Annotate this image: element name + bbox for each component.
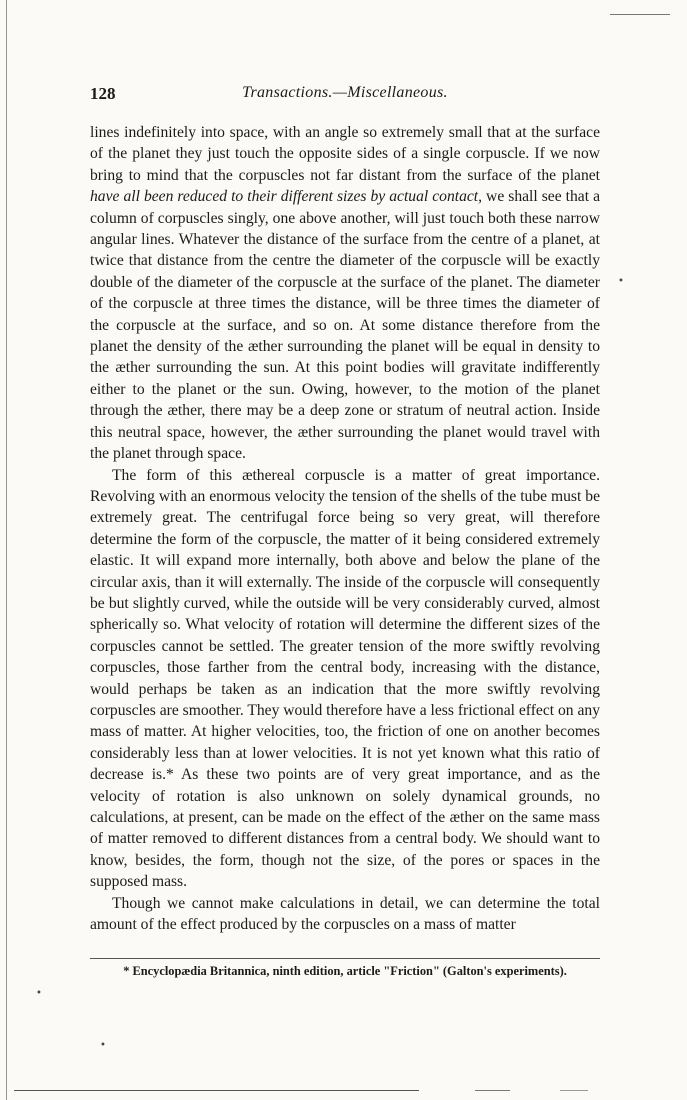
- stray-mark: •: [36, 988, 42, 999]
- paragraph-2: The form of this æthereal corpuscle is a matter of great importance. Revolving with an enormous velocity the tension of the shells of the tube must be extremely great. The centrifugal force being so very great, will therefore determine the form of the corpuscle, the matter of it being considered extremely elastic. It will expand more internally, both above and below the plane of the circular axis, than it will externally. The inside of the corpuscle will consequently be but slightly curved, while the outside will be very considerably curved, almost spherically so. What velocity of rotation will determine the different sizes of the corpuscles cannot be settled. The greater tension of the more swiftly revolving corpuscles, those farther from the central body, increasing with the distance, would perhaps be taken as an indication that the more swiftly revolving corpuscles are smoother. They would therefore have a less frictional effect on any mass of matter. At higher velocities, too, the friction of one on another becomes considerably less than at lower velocities. It is not yet known what this ratio of decrease is.* As these two points are of very great importance, and as the velocity of rotation is also unknown on solely dynamical grounds, no calculations, at present, can be made on the effect of the æther on the same mass of matter removed to different distances from a central body. We should want to know, besides, the form, though not the size, of the pores or spaces in the supposed mass.: [90, 466, 600, 891]
- page-number: 128: [90, 84, 116, 103]
- body-text: [90, 122, 600, 935]
- paragraph-1-text-b: we shall see that a column of corpuscles singly, one above another, will just touch both these narrow angular lines. Whatever the distance of the surface from the centre of a planet, at twice that distance from the centre the diameter of the corpuscle will be exactly double of the diameter of the corpuscle at the surface of the planet. The diameter of the corpuscle at three times the distance, will be three times the diameter of the corpuscle at the surface, and so on. At some distance therefore from the planet the density of the æther surrounding the planet will be equal in density to the æther surrounding the sun. At this point bodies will gravitate indifferently either to the planet or the sun. Owing, however, to the motion of the planet through the æther, there may be a deep zone or stratum of neutral action. Inside this neutral space, however, the æther surrounding the planet would travel with the planet through space.: [90, 188, 601, 463]
- bottom-edge-rule: [560, 1090, 588, 1091]
- paragraph-3: Though we cannot make calculations in detail, we can determine the total amount of the effect produced by the corpuscles on a mass of matter: [90, 894, 600, 934]
- bottom-edge-rule: [14, 1090, 419, 1091]
- paragraph-1: [90, 122, 600, 465]
- footnote-rule: [90, 958, 600, 959]
- top-edge-rule: [610, 14, 670, 15]
- paragraph-1-text-a: lines indefinitely into space, with an angle so extremely small that at the surface of the planet they just touch the opposite sides of a single corpuscle. If we now bring to mind that the corpuscles not far distant from the surface of the planet: [90, 124, 600, 184]
- paragraph-1-emphasis: have all been reduced to their different sizes by actual contact,: [90, 188, 483, 206]
- bottom-edge-rule: [475, 1090, 510, 1091]
- page-edge-line: [6, 0, 7, 1100]
- margin-mark: •: [618, 276, 624, 287]
- page-header: [90, 84, 600, 110]
- running-title: Transactions.—Miscellaneous.: [242, 84, 448, 101]
- stray-mark: •: [100, 1040, 106, 1051]
- footnote: * Encyclopædia Britannica, ninth edition, article "Friction" (Galton's experiments).: [123, 964, 567, 978]
